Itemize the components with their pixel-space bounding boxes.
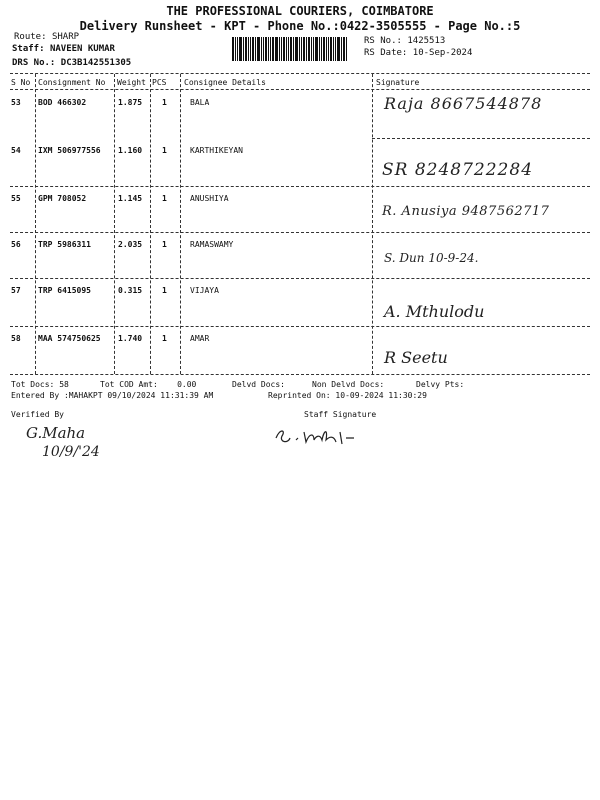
verified-date: 10/9/'24 <box>42 444 100 460</box>
rs-date-value: 10-Sep-2024 <box>412 48 473 58</box>
row-pcs: 1 <box>162 194 167 203</box>
column-divider <box>114 74 115 374</box>
row-sno: 57 <box>11 286 21 295</box>
tot-cod-value: 0.00 <box>177 380 197 389</box>
tot-docs-label: Tot Docs: <box>11 380 55 389</box>
drs-value: DC3B142551305 <box>60 58 132 68</box>
row-sno: 54 <box>11 146 21 155</box>
row-consignment: IXM 506977556 <box>38 146 101 155</box>
row-pcs: 1 <box>162 146 167 155</box>
row-consignment: MAA 574750625 <box>38 334 101 343</box>
row-consignee: RAMASWAMY <box>190 240 234 249</box>
col-header-consignment: Consignment No <box>38 78 106 87</box>
tot-cod <box>100 380 196 389</box>
route-value: SHARP <box>51 32 80 42</box>
tot-docs <box>11 380 69 389</box>
table-header-rule <box>10 89 590 90</box>
row-weight: 0.315 <box>118 286 143 295</box>
reprinted-on: Reprinted On: 10-09-2024 11:30:29 <box>268 391 427 400</box>
column-divider <box>150 74 151 374</box>
row-consignment: GPM 708052 <box>38 194 87 203</box>
row-signature: S. Dun 10-9-24. <box>384 251 479 265</box>
route-label: Route: <box>14 32 47 42</box>
staff-label: Staff: <box>12 44 45 54</box>
route-line <box>14 32 79 42</box>
document-subtitle: Delivery Runsheet - KPT - Phone No.:0422-3505555 - Page No.:5 <box>79 19 521 33</box>
row-signature: R Seetu <box>384 348 448 367</box>
row-weight: 1.160 <box>118 146 143 155</box>
row-pcs: 1 <box>162 334 167 343</box>
delvd-docs-label: Delvd Docs: <box>232 380 285 389</box>
column-divider <box>372 74 373 374</box>
rs-no-line <box>364 36 445 46</box>
row-weight: 2.035 <box>118 240 143 249</box>
row-sno: 55 <box>11 194 21 203</box>
row-rule <box>10 326 590 327</box>
row-consignee: KARTHIKEYAN <box>190 146 243 155</box>
row-rule <box>10 232 590 233</box>
staff-signature-scribble <box>270 424 360 448</box>
row-weight: 1.740 <box>118 334 143 343</box>
row-consignment: TRP 5986311 <box>38 240 91 249</box>
column-divider <box>180 74 181 374</box>
row-consignment: TRP 6415095 <box>38 286 91 295</box>
tot-cod-label: Tot COD Amt: <box>100 380 158 389</box>
row-consignee: BALA <box>190 98 210 107</box>
row-consignment: BOD 466302 <box>38 98 87 107</box>
tot-docs-value: 58 <box>59 380 69 389</box>
col-header-consignee: Consignee Details <box>184 78 266 87</box>
row-pcs: 1 <box>162 98 167 107</box>
row-sno: 56 <box>11 240 21 249</box>
row-rule <box>10 278 590 279</box>
rs-no-label: RS No.: <box>364 36 402 46</box>
staff-signature-label: Staff Signature <box>304 410 377 419</box>
table-bottom-rule <box>10 374 590 375</box>
column-divider <box>35 74 36 374</box>
row-rule <box>10 186 590 187</box>
col-header-signature: Signature <box>376 78 420 87</box>
staff-line <box>12 44 115 54</box>
document-title: THE PROFESSIONAL COURIERS, COIMBATORE <box>166 4 434 18</box>
row-signature: A. Mthulodu <box>384 302 485 321</box>
non-delvd-docs-label: Non Delvd Docs: <box>312 380 385 389</box>
col-header-weight: Weight <box>117 78 146 87</box>
barcode-image <box>232 37 360 61</box>
row-pcs: 1 <box>162 240 167 249</box>
rs-date-label: RS Date: <box>364 48 408 58</box>
row-pcs: 1 <box>162 286 167 295</box>
drs-label: DRS No.: <box>12 58 56 68</box>
row-signature: R. Anusiya 9487562717 <box>382 204 550 219</box>
row-consignee: ANUSHIYA <box>190 194 229 203</box>
delvy-pts-label: Delvy Pts: <box>416 380 465 389</box>
row-rule <box>372 138 590 139</box>
col-header-pcs: PCS <box>152 78 167 87</box>
table-top-rule <box>10 73 590 74</box>
verified-by-label: Verified By <box>11 410 64 419</box>
row-weight: 1.145 <box>118 194 143 203</box>
entered-by: Entered By :MAHAKPT 09/10/2024 11:31:39 AM <box>11 391 214 400</box>
rs-no-value: 1425513 <box>407 36 446 46</box>
row-signature: Raja 8667544878 <box>384 94 543 113</box>
row-consignee: AMAR <box>190 334 210 343</box>
drs-line <box>12 58 131 68</box>
row-sno: 58 <box>11 334 21 343</box>
col-header-sno: S No <box>11 78 31 87</box>
verified-signature: G.Maha <box>26 424 86 442</box>
row-signature: SR 8248722284 <box>382 160 534 180</box>
row-weight: 1.875 <box>118 98 143 107</box>
rs-date-line <box>364 48 472 58</box>
staff-value: NAVEEN KUMAR <box>49 44 115 54</box>
row-sno: 53 <box>11 98 21 107</box>
row-consignee: VIJAYA <box>190 286 219 295</box>
